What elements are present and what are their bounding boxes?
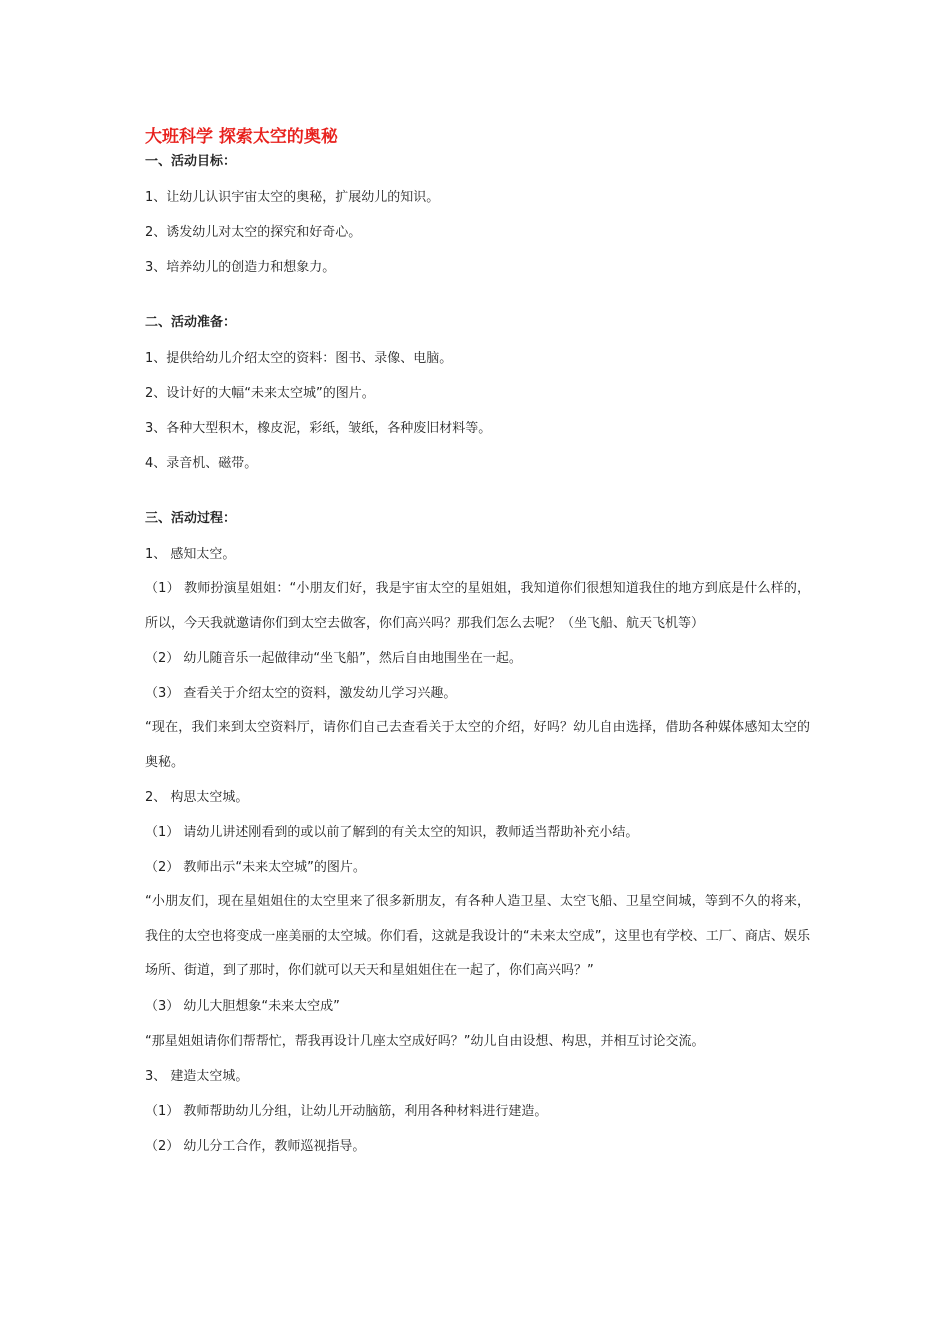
preparation-item: 4、录音机、磁带。: [145, 456, 258, 471]
process-step: 2、 构思太空城。: [145, 790, 249, 805]
process-paragraph: “现在，我们来到太空资料厅，请你们自己去查看关于太空的介绍，好吗？幼儿自由选择，借助各种媒体感知太空的奥秘。: [145, 720, 810, 770]
preparation-item: 3、各种大型积木，橡皮泥，彩纸，皱纸，各种废旧材料等。: [145, 421, 492, 436]
document-content: [145, 124, 810, 1164]
preparation-item: 2、设计好的大幅“未来太空城”的图片。: [145, 386, 375, 401]
preparation-item: 1、提供给幼儿介绍太空的资料：图书、录像、电脑。: [145, 351, 453, 366]
section-preparation: [145, 311, 810, 481]
process-paragraph: （2） 幼儿分工合作，教师巡视指导。: [145, 1138, 366, 1154]
process-paragraph: （3） 查看关于介绍太空的资料，激发幼儿学习兴趣。: [145, 686, 457, 701]
section-goals: [145, 150, 810, 285]
process-paragraph: （2） 幼儿随音乐一起做律动“坐飞船”，然后自由地围坐在一起。: [145, 651, 522, 666]
process-paragraph: （3） 幼儿大胆想象“未来太空成”: [145, 998, 340, 1014]
goal-item: 3、培养幼儿的创造力和想象力。: [145, 260, 336, 275]
process-paragraph: （1） 教师扮演星姐姐：“小朋友们好，我是宇宙太空的星姐姐，我知道你们很想知道我住的地方到底是什么样的，所以，今天我就邀请你们到太空去做客，你们高兴吗？那我们怎么去呢？（坐飞船、航天飞机等）: [145, 581, 810, 631]
section-heading: 二、活动准备：: [145, 315, 237, 330]
section-heading: 一、活动目标：: [145, 154, 237, 169]
process-paragraph: （1） 请幼儿讲述刚看到的或以前了解到的有关太空的知识，教师适当帮助补充小结。: [145, 825, 639, 840]
section-heading: 三、活动过程：: [145, 511, 237, 526]
process-paragraph: （2） 教师出示“未来太空城”的图片。: [145, 860, 366, 875]
process-paragraph: （1） 教师帮助幼儿分组，让幼儿开动脑筋，利用各种材料进行建造。: [145, 1103, 548, 1119]
section-spacer: [145, 285, 810, 311]
process-paragraph: “那星姐姐请你们帮帮忙，帮我再设计几座太空成好吗？”幼儿自由设想、构思，并相互讨论交流。: [145, 1033, 705, 1049]
process-step: 1、 感知太空。: [145, 547, 236, 562]
section-process: [145, 507, 810, 1164]
process-step: 3、 建造太空城。: [145, 1068, 249, 1084]
document-title: 大班科学 探索太空的奥秘: [145, 127, 338, 147]
section-spacer: [145, 481, 810, 507]
process-paragraph: “小朋友们，现在星姐姐住的太空里来了很多新朋友，有各种人造卫星、太空飞船、卫星空间城，等到不久的将来，我住的太空也将变成一座美丽的太空城。你们看，这就是我设计的“未来太空成”，这里也有学校、工厂、商店、娱乐场所、街道，到了那时，你们就可以天天和星姐姐住在一起了，你们高兴吗？”: [145, 894, 810, 978]
goal-item: 1、让幼儿认识宇宙太空的奥秘，扩展幼儿的知识。: [145, 190, 440, 205]
goal-item: 2、诱发幼儿对太空的探究和好奇心。: [145, 225, 362, 240]
